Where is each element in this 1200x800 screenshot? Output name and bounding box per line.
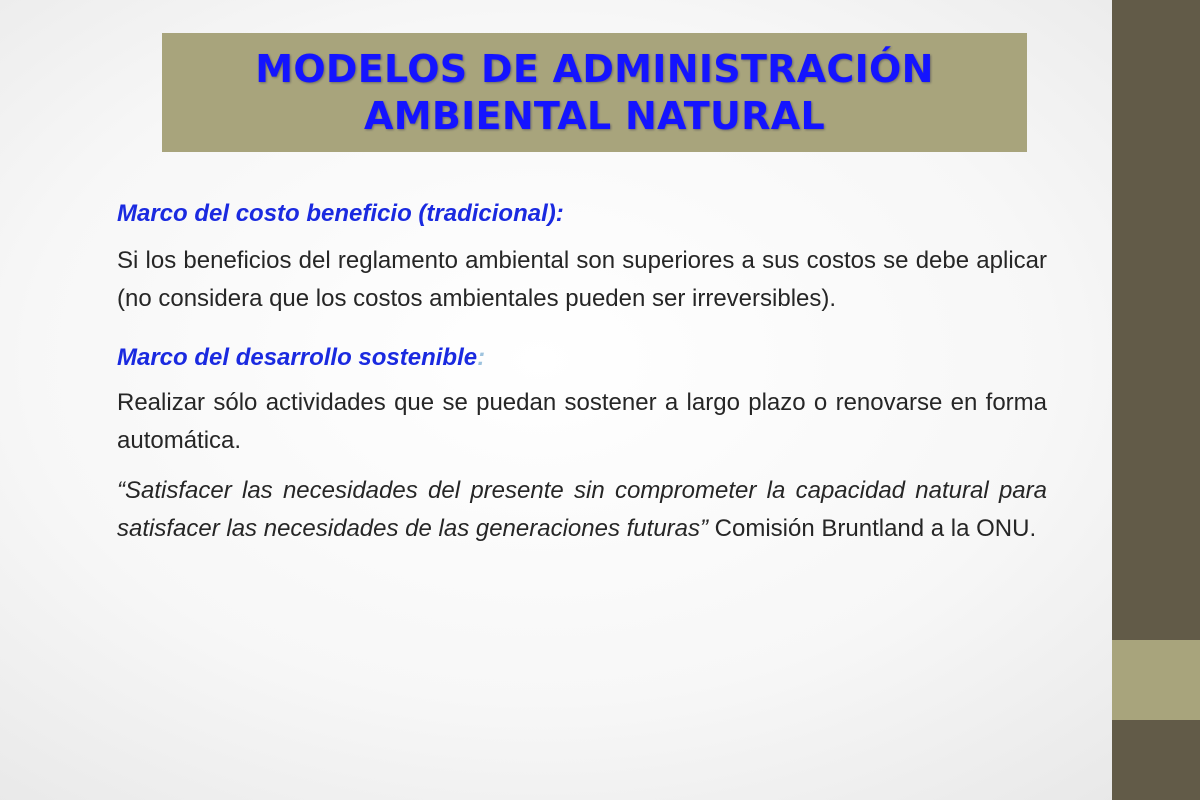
slide-title [255,46,934,140]
slide-title-line-1: MODELOS DE ADMINISTRACIÓN [255,46,934,91]
heading-colon: : [477,344,486,371]
section-body-cost-benefit: Si los beneficios del reglamento ambiental son superiores a sus costos se debe aplicar (no considera que los costos ambientales pueden ser irreversibles). [117,247,1047,312]
quote-paragraph [117,472,1047,548]
section-heading-sustainable [117,332,1047,384]
slide-title-line-2: AMBIENTAL NATURAL [364,93,825,138]
slide-content [117,188,1047,548]
side-decoration-bar [1112,0,1200,800]
bruntland-quote: “Satisfacer las necesidades del presente sin comprometer la capacidad natural para satisfacer las necesidades de las generaciones futuras” [117,477,1047,542]
side-bar-accent-block [1112,640,1200,720]
section-body-sustainable: Realizar sólo actividades que se puedan sostener a largo plazo o renovarse en forma automática. [117,389,1047,454]
title-banner [162,33,1027,152]
section-heading-sustainable-text: Marco del desarrollo sostenible [117,344,478,371]
quote-attribution: Comisión Bruntland a la ONU. [708,515,1037,542]
section-heading-cost-benefit: Marco del costo beneficio (tradicional): [117,200,564,227]
